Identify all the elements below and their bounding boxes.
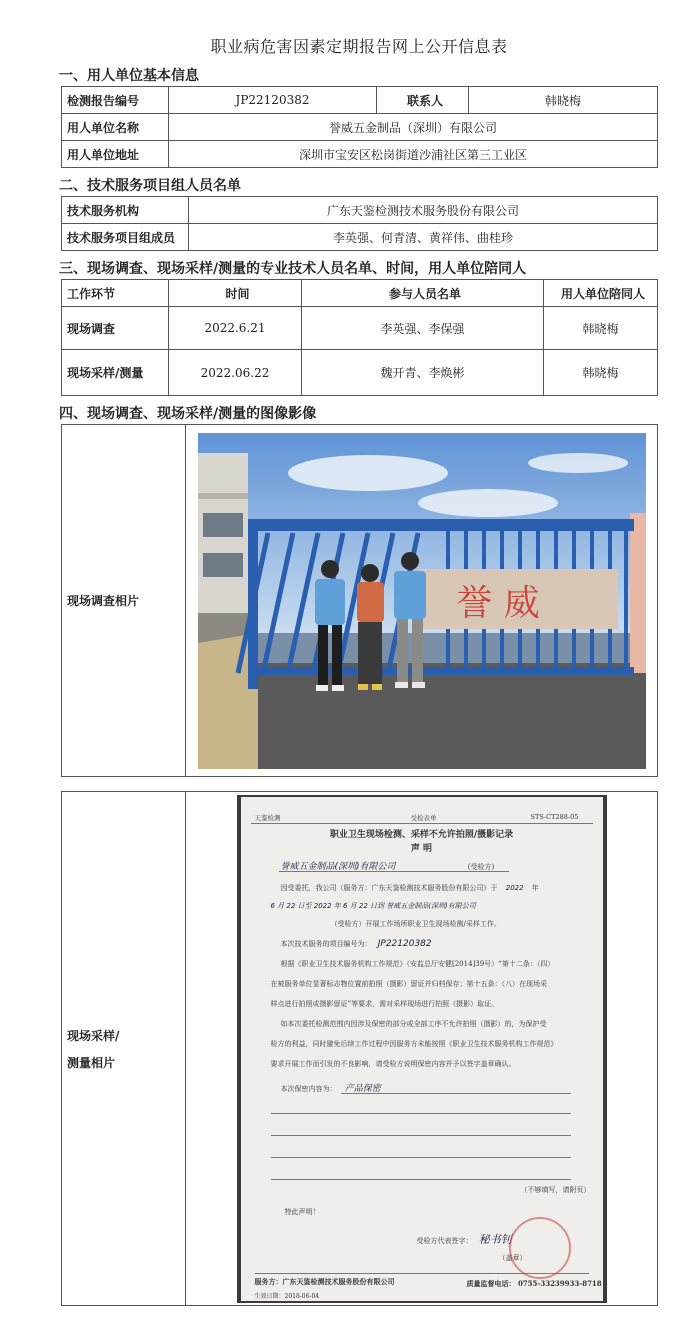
row2-escort: 韩晓梅 [544,350,658,396]
doc-company-suffix: (受检方) [467,862,495,871]
doc-secret-label: 本次保密内容为： [280,1084,337,1093]
company-seal [509,1217,571,1279]
table-row [62,224,658,251]
section-1-heading: 一、用人单位基本信息 [59,68,199,84]
table-header-row [62,280,658,307]
doc-header-right: STS-CT288-05 [530,812,579,821]
statement-document [241,797,603,1301]
doc-para2: 在被服务单位显著标志物位置前拍照（摄影）留证并归档保存；第十五条：（八）在现场采 [270,979,547,988]
service-team-table [61,196,658,251]
doc-footer-right-label: 质量监督电话： [466,1278,516,1288]
table-row [62,425,658,777]
report-no-label: 检测报告编号 [62,87,169,114]
doc-title: 职业卫生现场检测、采样不允许拍照/摄影记录 [329,829,514,840]
row2-stage: 现场采样/测量 [62,350,169,396]
table-row [62,792,658,1306]
table-row [62,307,658,350]
doc-para6: 要求开展工作而引发的不良影响，请受检方说明保密内容并予以签字盖章确认。 [270,1059,516,1068]
table-row [62,87,658,114]
doc-footer-date: 生效日期：2018-06-04 [254,1292,320,1300]
section-2-heading: 二、技术服务项目组人员名单 [59,178,241,194]
doc-signature: 秘书钊 [478,1232,512,1246]
sampling-photo-label-line1: 现场采样/ [67,1028,120,1043]
survey-photo-cell [186,425,658,777]
doc-project-no: JP22120382 [377,938,432,949]
header-escort: 用人单位陪同人 [544,280,658,307]
table-row [62,350,658,396]
person-middle [357,564,384,690]
table-row [62,114,658,141]
report-no-value: JP22120382 [169,87,377,114]
members-label: 技术服务项目组成员 [62,224,189,251]
doc-line1-end: 年 [531,883,539,892]
page-title: 职业病危害因素定期报告网上公开信息表 [210,37,508,56]
address-value: 深圳市宝安区松岗街道沙浦社区第三工业区 [169,141,658,168]
address-label: 用人单位地址 [62,141,169,168]
sampling-photo-table [61,791,658,1306]
gate-sign-text: 誉 威 [456,582,540,624]
org-label: 技术服务机构 [62,197,189,224]
doc-line3: （受检方）开展工作场所职业卫生现场检测/采样工作。 [330,919,501,928]
sampling-photo [237,795,607,1303]
doc-line2: 6 月 22 日至 2022 年 6 月 22 日到 誉威五金制品(深圳)有限公司 [270,901,476,910]
header-time: 时间 [169,280,302,307]
survey-photo-image [198,433,646,769]
company-value: 誉威五金制品（深圳）有限公司 [169,114,658,141]
members-value: 李英强、何青清、黄祥伟、曲桂珍 [189,224,658,251]
row1-time: 2022.6.21 [169,307,302,350]
doc-footer-phone: 0755-33239933-8718 [517,1278,602,1288]
staff-schedule-table [61,279,658,396]
doc-line1: 因受委托，我公司（服务方：广东天鉴检测技术服务股份有限公司）于 [280,883,498,892]
doc-para4: 如本次委托检测范围内因涉及保密的部分或全部工序不允许拍照（摄影）的，为保护受 [280,1019,547,1028]
contact-label: 联系人 [377,87,469,114]
doc-sign-label: 受检方代表签字： [416,1236,473,1245]
doc-secret-content: 产品保密 [344,1083,381,1094]
basic-info-table [61,86,658,168]
table-row [62,197,658,224]
survey-photo-table [61,424,658,777]
row2-participants: 魏开青、李焕彬 [302,350,544,396]
header-participants: 参与人员名单 [302,280,544,307]
survey-photo [198,433,646,769]
doc-closing: 特此声明！ [284,1207,320,1216]
doc-para5: 检方的利益，同时避免后续工作过程中因服务方未能按照《职业卫生技术服务机构工作规范》 [270,1039,558,1048]
section-3-heading: 三、现场调查、现场采样/测量的专业技术人员名单、时间，用人单位陪同人 [59,261,527,277]
table-row [62,141,658,168]
doc-line4: 本次技术服务的项目编号为： [280,939,372,948]
contact-value: 韩晓梅 [469,87,658,114]
doc-note: （不够填写，请附页） [520,1185,591,1194]
row2-time: 2022.06.22 [169,350,302,396]
row1-stage: 现场调查 [62,307,169,350]
sampling-photo-label-line2: 测量相片 [67,1055,116,1070]
sampling-photo-cell [186,792,658,1306]
survey-photo-label: 现场调查相片 [62,425,186,777]
doc-company-handwritten: 誉威五金制品(深圳)有限公司 [280,861,396,872]
doc-footer-left: 服务方：广东天鉴检测技术服务股份有限公司 [254,1276,395,1286]
doc-header-left: 天鉴检测 [254,813,281,822]
doc-seal-label: （盖章） [498,1253,527,1262]
sampling-photo-label [62,792,186,1306]
org-value: 广东天鉴检测技术服务股份有限公司 [189,197,658,224]
section-4-heading: 四、现场调查、现场采样/测量的图像影像 [59,406,317,422]
doc-subtitle: 声 明 [410,843,433,854]
doc-line1-year: 2022 [505,883,524,892]
doc-header-mid: 受检表单 [410,813,437,822]
row1-participants: 李英强、李保强 [302,307,544,350]
company-label: 用人单位名称 [62,114,169,141]
doc-para3: 样点进行拍照或摄影留证”等要求，需对采样现场进行拍照（摄影）取证。 [270,999,499,1008]
row1-escort: 韩晓梅 [544,307,658,350]
doc-para1: 根据《职业卫生技术服务机构工作规范》（安监总厅安健[2014]39号）“第十二条：（四） [280,959,555,968]
header-stage: 工作环节 [62,280,169,307]
